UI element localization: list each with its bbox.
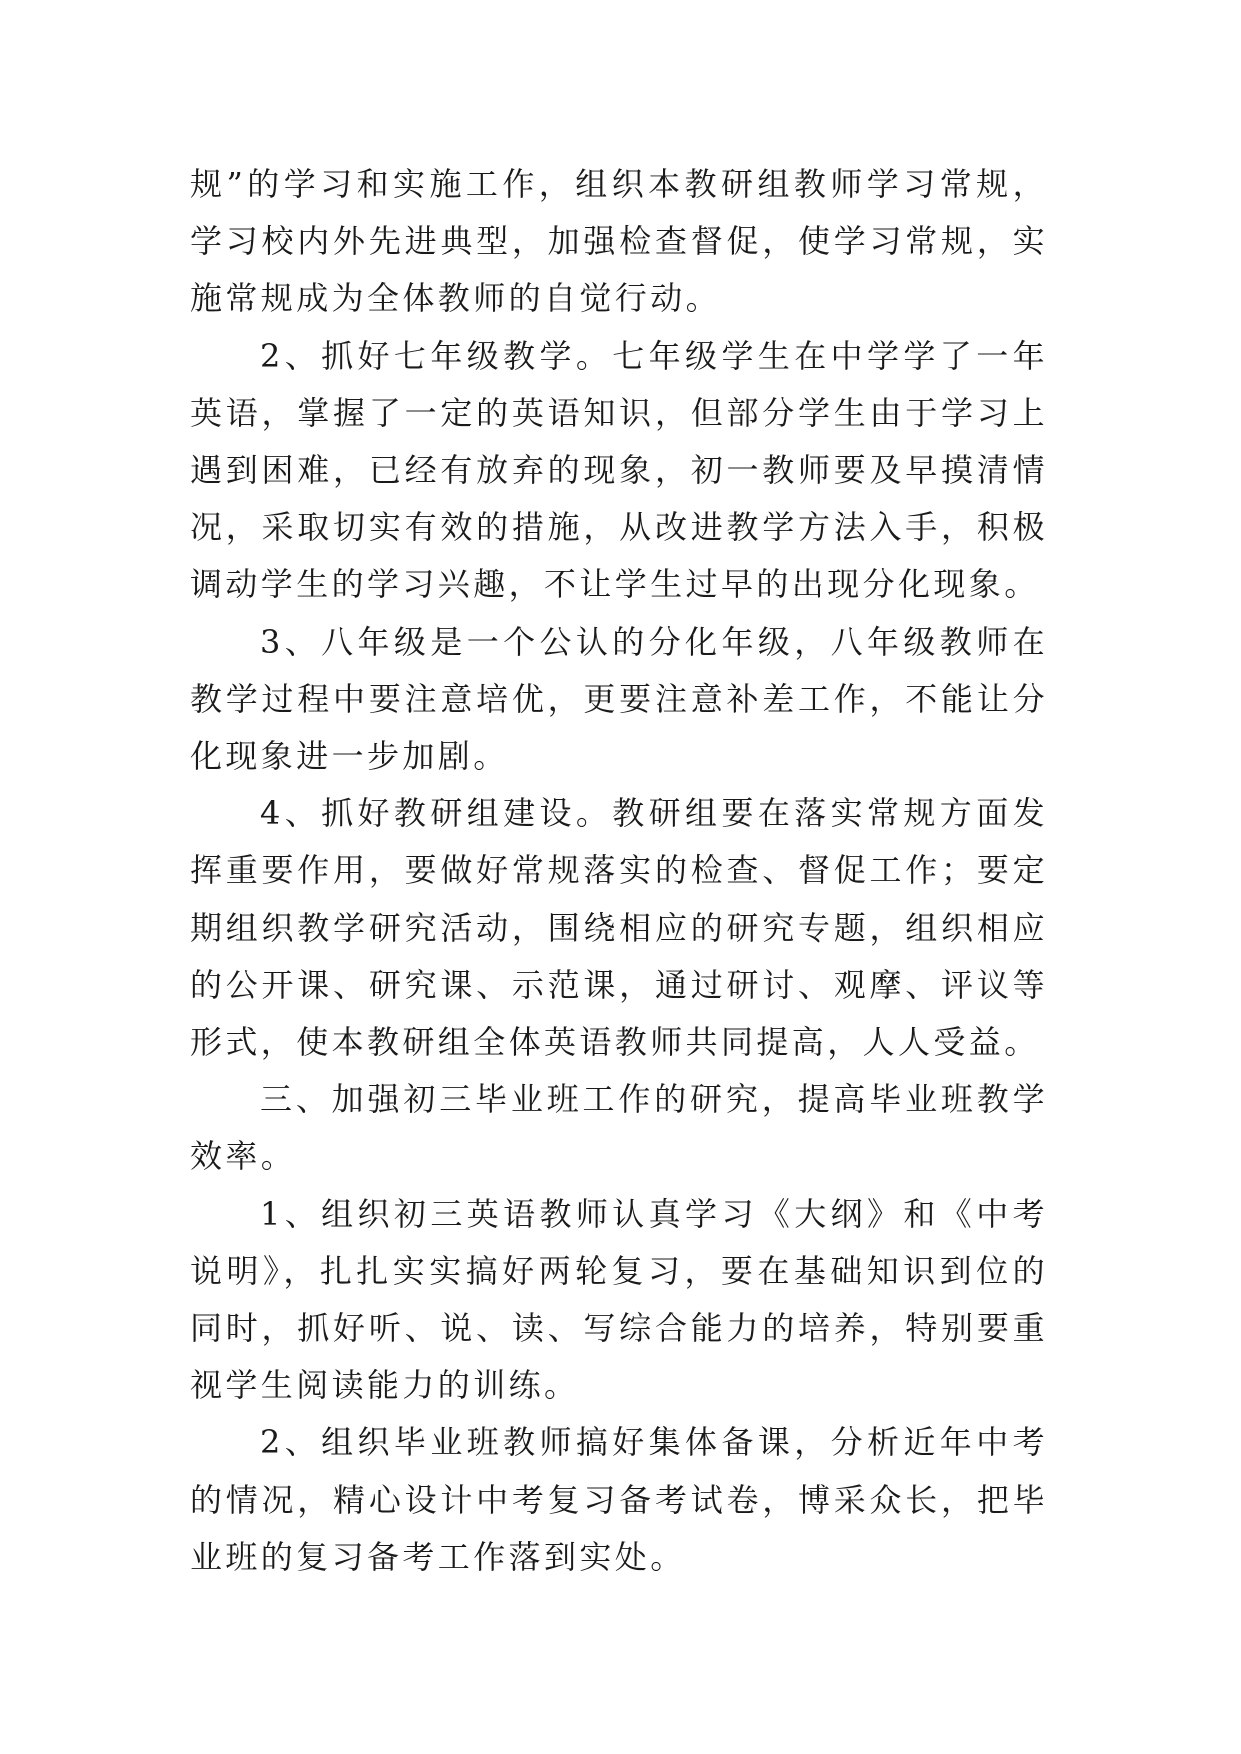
paragraph-item-2: 2、抓好七年级教学。七年级学生在中学学了一年英语，掌握了一定的英语知识，但部分学生由于学习上遇到困难，已经有放弃的现象，初一教师要及早摸清情况，采取切实有效的措施，从改进教学方法入手，积极调动学生的学习兴趣，不让学生过早的出现分化现象。 <box>190 336 1048 604</box>
document-body <box>190 156 1048 1586</box>
paragraph-continuation: 规”的学习和实施工作，组织本教研组教师学习常规，学习校内外先进典型，加强检查督促，使学习常规，实施常规成为全体教师的自觉行动。 <box>190 165 1048 318</box>
paragraph-item-3: 3、八年级是一个公认的分化年级，八年级教师在教学过程中要注意培优，更要注意补差工作，不能让分化现象进一步加剧。 <box>190 622 1048 776</box>
section-heading: 三、加强初三毕业班工作的研究，提高毕业班教学效率。 <box>190 1080 1048 1176</box>
paragraph-section-item-1: 1、组织初三英语教师认真学习《大纲》和《中考说明》，扎扎实实搞好两轮复习，要在基础知识到位的同时，抓好听、说、读、写综合能力的培养，特别要重视学生阅读能力的训练。 <box>190 1194 1048 1405</box>
paragraph-item-4: 4、抓好教研组建设。教研组要在落实常规方面发挥重要作用，要做好常规落实的检查、督促工作；要定期组织教学研究活动，围绕相应的研究专题，组织相应的公开课、研究课、示范课，通过研讨、观摩、评议等形式，使本教研组全体英语教师共同提高，人人受益。 <box>190 794 1048 1062</box>
paragraph-section-item-2: 2、组织毕业班教师搞好集体备课，分析近年中考的情况，精心设计中考复习备考试卷，博采众长，把毕业班的复习备考工作落到实处。 <box>190 1423 1048 1576</box>
